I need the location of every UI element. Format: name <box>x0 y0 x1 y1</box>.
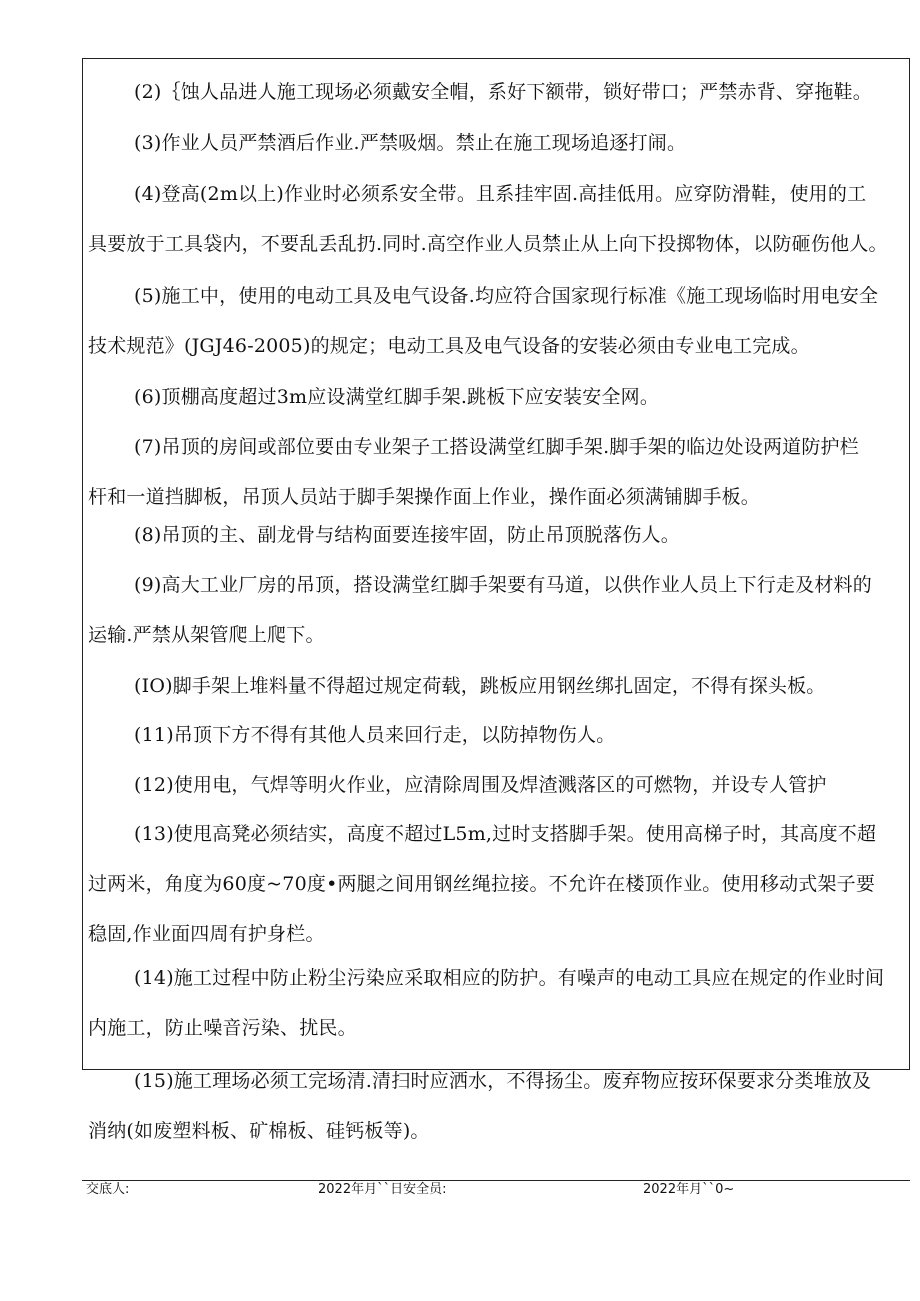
paragraph-line: (8)吊顶的主、副龙骨与结构面要连接牢固，防止吊顶脱落伤人。 <box>134 524 680 546</box>
paragraph-line: (13)使甩高凳必须结实，高度不超过L5m,过时支搭脚手架。使用高梯子时，其高度不超 <box>134 823 877 845</box>
paragraph-11 <box>88 716 906 754</box>
paragraph-line: 运输.严禁从架管爬上爬下。 <box>88 624 325 646</box>
paragraph-14 <box>88 959 906 1047</box>
paragraph-line: (5)施工中，使用的电动工具及电气设备.均应符合国家现行标准《施工现场临时用电安全 <box>134 285 879 307</box>
paragraph-5 <box>88 277 906 365</box>
paragraph-line: 杆和一道挡脚板，吊顶人员站于脚手架操作面上作业，操作面必须满铺脚手板。 <box>88 486 761 508</box>
date-safety-label: 2022年月``日安全员: <box>318 1182 447 1197</box>
footer-divider <box>82 1180 910 1181</box>
paragraph-line: (14)施工过程中防止粉尘污染应采取相应的防护。有噪声的电动工具应在规定的作业时间 <box>134 967 885 989</box>
paragraph-line: (7)吊顶的房间或部位要由专业架子工搭设满堂红脚手架.脚手架的临边处设两道防护栏 <box>134 436 859 458</box>
paragraph-line: (2)｛蚀人品进人施工现场必须戴安全帽，系好下额带，锁好带口；严禁赤背、穿拖鞋。 <box>134 81 872 103</box>
paragraph-line: 技术规范》(JGJ46-2005)的规定；电动工具及电气设备的安装必须由专业电工完成。 <box>88 335 810 357</box>
paragraph-9 <box>88 566 906 654</box>
paragraph-7 <box>88 428 906 516</box>
date-right: 2022年月``0~ <box>643 1182 735 1197</box>
paragraph-line: 内施工，防止噪音污染、扰民。 <box>88 1017 357 1039</box>
paragraph-line: 具要放于工具袋内，不要乱丢乱扔.同时.高空作业人员禁止从上向下投掷物体，以防砸伤他人。 <box>88 233 888 255</box>
paragraph-line: (15)施工理场必须工完场清.清扫时应洒水，不得扬尘。废弃物应按环保要求分类堆放及 <box>134 1070 872 1092</box>
paragraph-line: (6)顶棚高度超过3m应设满堂红脚手架.跳板下应安装安全网。 <box>134 386 660 408</box>
handover-label: 交底人: <box>86 1182 130 1197</box>
paragraph-line: (4)登高(2m以上)作业时必须系安全带。且系挂牢固.高挂低用。应穿防滑鞋，使用的工 <box>134 183 867 205</box>
paragraph-line: 消纳(如废塑料板、矿棉板、硅钙板等)。 <box>88 1120 430 1142</box>
paragraph-15 <box>88 1062 906 1150</box>
paragraph-line: (IO)脚手架上堆料量不得超过规定荷载，跳板应用钢丝绑扎固定，不得有探头板。 <box>134 675 826 697</box>
paragraph-line: (11)吊顶下方不得有其他人员来回行走，以防掉物伤人。 <box>134 724 616 746</box>
paragraph-8 <box>88 516 906 554</box>
paragraph-3 <box>88 124 906 162</box>
paragraph-4 <box>88 175 906 263</box>
paragraph-12 <box>88 766 906 804</box>
paragraph-13 <box>88 815 906 953</box>
paragraph-line: (3)作业人员严禁酒后作业.严禁吸烟。禁止在施工现场追逐打闹。 <box>134 132 687 154</box>
paragraph-line: 过两米，角度为60度~70度•两腿之间用钢丝绳拉接。不允许在楼顶作业。使用移动式架子要 <box>88 873 876 895</box>
paragraph-10 <box>88 667 906 705</box>
paragraph-2 <box>88 73 906 111</box>
paragraph-6 <box>88 378 906 416</box>
paragraph-line: (12)使用电，气焊等明火作业，应清除周围及焊渣溅落区的可燃物，并设专人管护 <box>134 774 827 796</box>
paragraph-line: 稳固,作业面四周有护身栏。 <box>88 923 325 945</box>
paragraph-line: (9)高大工业厂房的吊顶，搭设满堂红脚手架要有马道，以供作业人员上下行走及材料的 <box>134 574 872 596</box>
